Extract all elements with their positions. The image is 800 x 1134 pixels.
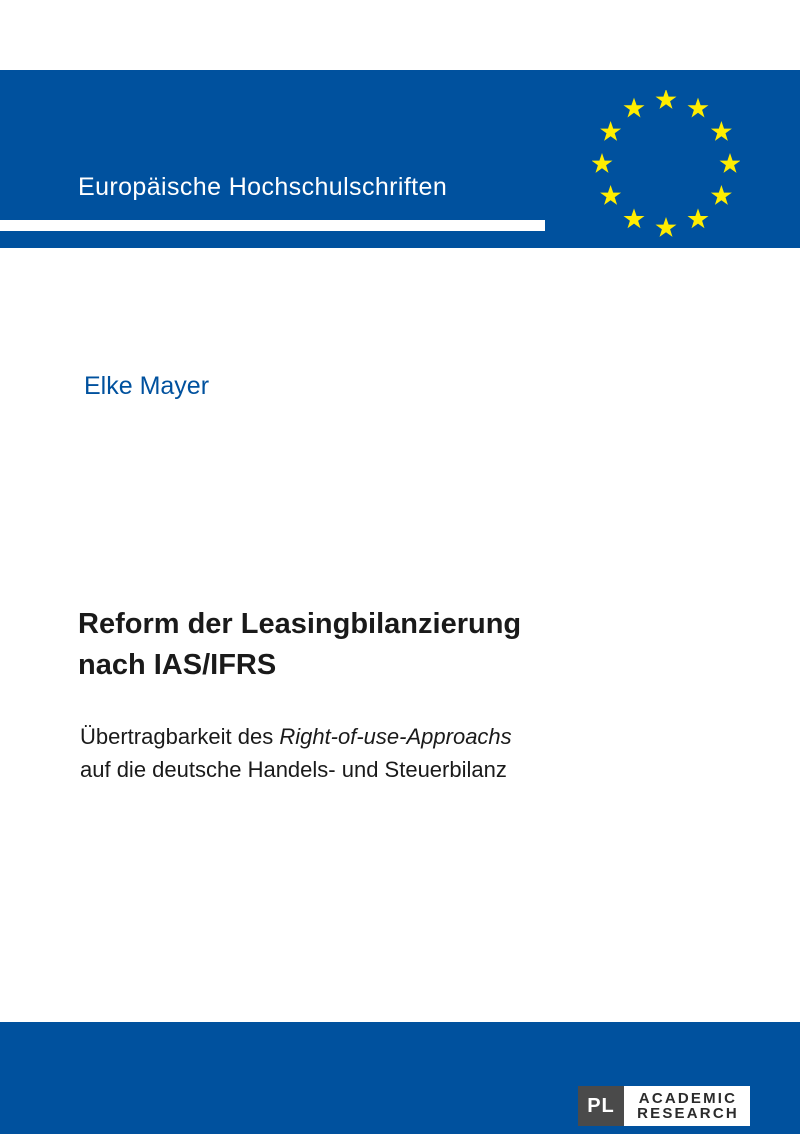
- subtitle-italic-term: Right-of-use-Approachs: [279, 724, 512, 749]
- subtitle: [80, 720, 730, 786]
- publisher-logo: [578, 1086, 750, 1126]
- banner-divider: [0, 220, 545, 231]
- publisher-word-academic: ACADEMIC: [638, 1089, 738, 1107]
- page-title: [78, 604, 718, 686]
- publisher-mark: PL: [578, 1086, 624, 1126]
- subtitle-prefix: Übertragbarkeit des: [80, 724, 280, 749]
- publisher-wordmark: [624, 1086, 750, 1126]
- subtitle-line-2: auf die deutsche Handels- und Steuerbilanz: [80, 757, 507, 782]
- publisher-word-research: RESEARCH: [637, 1105, 739, 1122]
- title-line-2: nach IAS/IFRS: [78, 649, 277, 682]
- series-subject: Rechtswissenschaft: [78, 267, 307, 295]
- eu-stars-icon: [592, 90, 740, 238]
- series-title: Europäische Hochschulschriften: [78, 173, 448, 201]
- title-line-1: Reform der Leasingbilanzierung: [78, 608, 522, 640]
- author-name: Elke Mayer: [84, 372, 210, 400]
- subtitle-line-1: [80, 720, 730, 753]
